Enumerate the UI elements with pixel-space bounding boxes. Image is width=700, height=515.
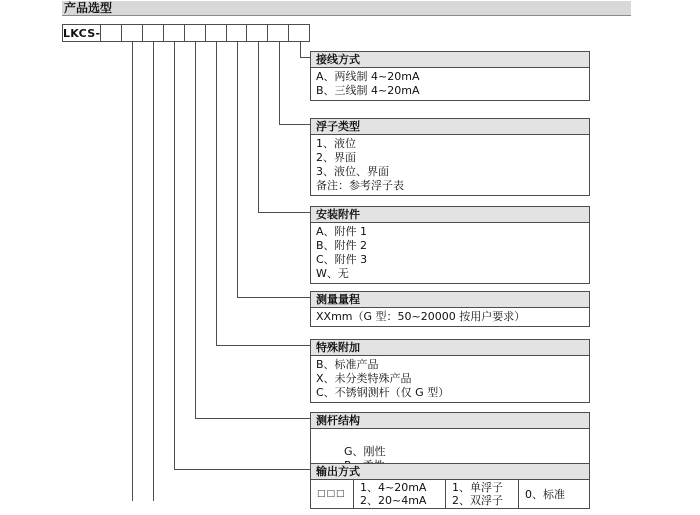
output-code-placeholder-cell	[311, 480, 353, 508]
option-row-note: 备注：参考浮子表	[316, 179, 404, 192]
option-table-special-add	[310, 339, 590, 403]
option-row: A、两线制 4~20mA	[316, 70, 420, 83]
model-code-box-5	[185, 25, 206, 41]
option-row: C、不锈钢测杆（仅 G 型）	[316, 386, 450, 399]
connector-cutoff-2	[132, 42, 133, 501]
option-line: 1、4~20mA	[360, 481, 427, 494]
option-line: 2、20~4mA	[360, 494, 427, 507]
option-table-title: 浮子类型	[311, 119, 589, 135]
option-row: W、无	[316, 267, 349, 280]
model-code-box-8	[247, 25, 268, 41]
connector-cutoff-1	[153, 42, 154, 501]
option-table-title: 特殊附加	[311, 340, 589, 356]
option-line: 0、标准	[525, 487, 565, 501]
option-row: X、未分类特殊产品	[316, 372, 412, 385]
option-table-wiring-method	[310, 51, 590, 101]
model-code-box-10	[289, 25, 309, 41]
option-table-measuring-range	[310, 291, 590, 327]
model-code-box-1	[101, 25, 122, 41]
option-row: C、附件 3	[316, 253, 368, 266]
option-inline: G、刚性	[343, 445, 386, 458]
model-code-row	[62, 24, 310, 42]
option-table-title: 测量量程	[311, 292, 589, 308]
section-title-bar	[62, 1, 631, 16]
model-code-box-4	[164, 25, 185, 41]
option-row: 3、液位、界面	[316, 165, 389, 178]
output-standard-cell	[518, 480, 589, 508]
model-code-box-3	[143, 25, 164, 41]
option-row: 1、液位	[316, 137, 356, 150]
option-line: 1、单浮子	[452, 481, 503, 494]
option-row: B、三线制 4~20mA	[316, 84, 420, 97]
model-prefix-box: LKCS-	[63, 26, 101, 40]
option-table-title: 接线方式	[311, 52, 589, 68]
option-table-output-mode	[310, 463, 590, 509]
option-row: B、标准产品	[316, 358, 379, 371]
option-table-title: 输出方式	[311, 464, 589, 480]
option-table-mounting	[310, 206, 590, 284]
model-code-box-2	[122, 25, 143, 41]
option-row: A、附件 1	[316, 225, 368, 238]
code-placeholder-boxes-icon: □□□	[317, 488, 346, 499]
option-table-title: 安装附件	[311, 207, 589, 223]
option-row: B、附件 2	[316, 239, 368, 252]
model-code-box-7	[227, 25, 248, 41]
option-line: 2、双浮子	[452, 494, 503, 507]
output-signal-cell	[353, 480, 445, 508]
option-table-title: 测杆结构	[311, 413, 589, 429]
model-code-box-6	[206, 25, 227, 41]
connector-output-mode	[174, 42, 311, 470]
output-option-grid	[311, 480, 589, 508]
model-code-box-9	[268, 25, 289, 41]
option-row: XXmm（G 型：50~20000 按用户要求）	[316, 310, 526, 323]
option-row: 2、界面	[316, 151, 356, 164]
option-table-float-type	[310, 118, 590, 196]
page-title: 产品选型	[64, 1, 113, 15]
output-float-count-cell	[445, 480, 518, 508]
